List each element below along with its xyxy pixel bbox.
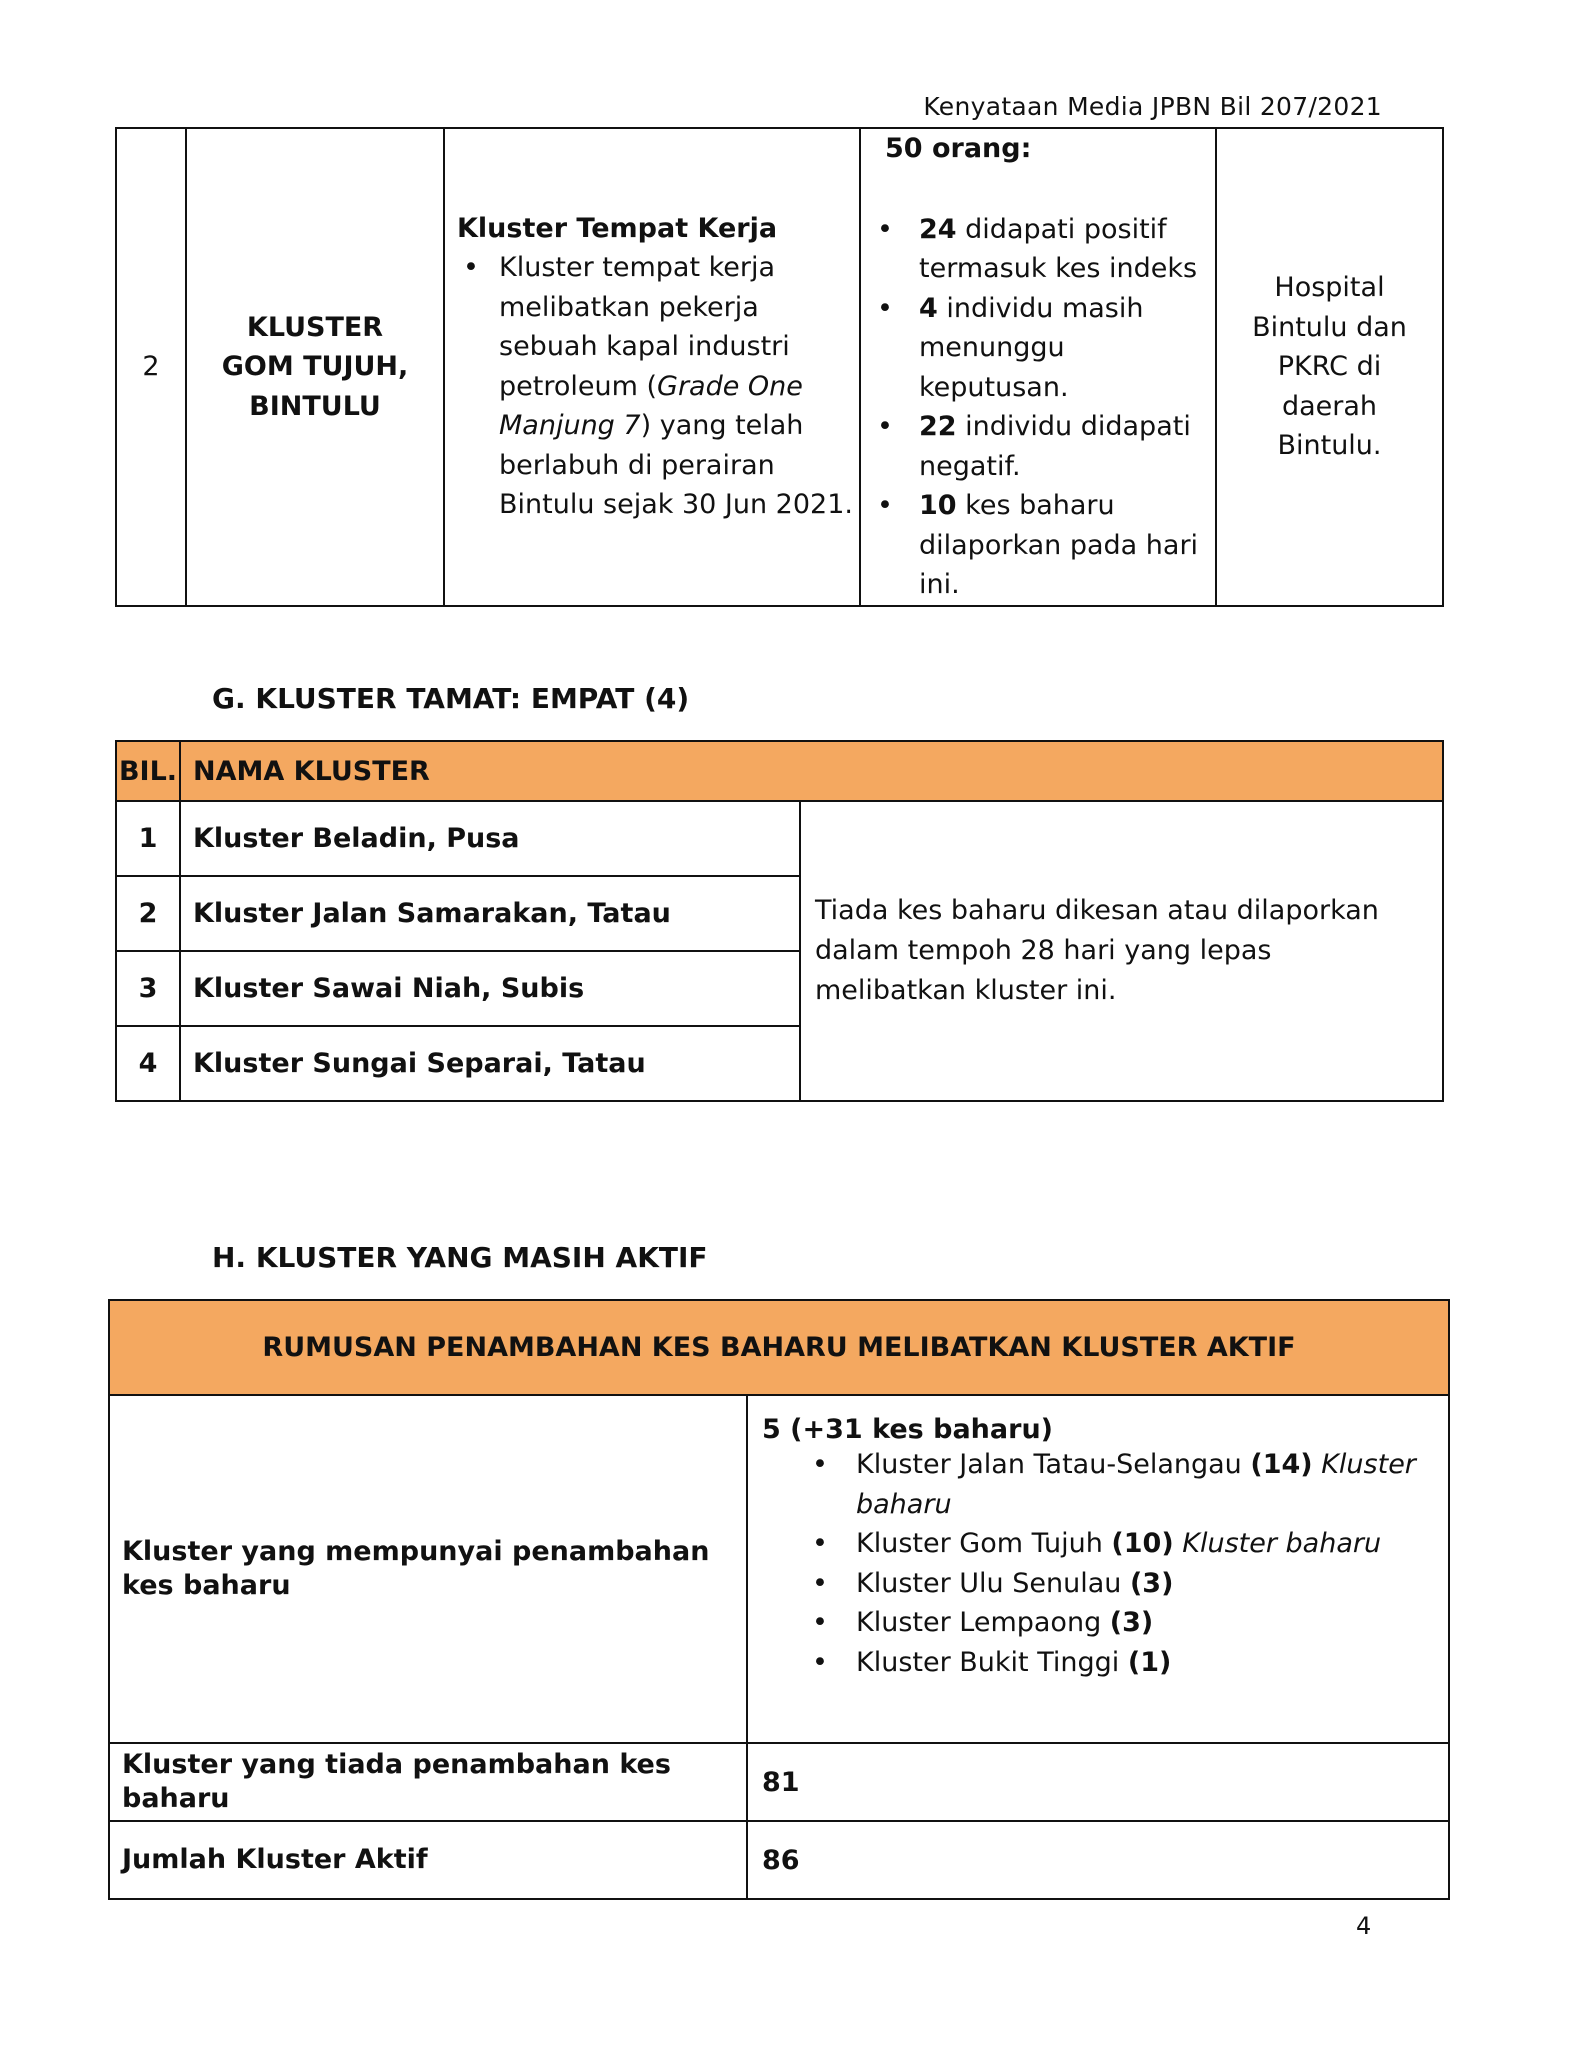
treatment-location: Hospital Bintulu dan PKRC di daerah Bintulu.	[1216, 128, 1443, 606]
table-row	[116, 128, 1443, 606]
screening-count-title: 50 orang:	[885, 133, 1032, 164]
active-clusters-summary-table	[108, 1299, 1450, 1900]
new-cases-cell	[747, 1395, 1449, 1743]
table-header	[109, 1300, 1449, 1395]
stat-text: kes baharu dilaporkan pada hari ini.	[919, 490, 1199, 600]
stat-item	[871, 486, 1215, 605]
case-count: (1)	[1127, 1646, 1172, 1678]
stat-item	[871, 407, 1215, 486]
table-header	[116, 741, 1443, 801]
cluster-tag: Kluster baharu	[856, 1449, 1416, 1520]
cluster-name: Kluster Jalan Samarakan, Tatau	[180, 876, 800, 951]
row-label: Kluster yang mempunyai penambahan kes baharu	[109, 1395, 747, 1743]
row-label: Jumlah Kluster Aktif	[109, 1821, 747, 1899]
list-item	[806, 1445, 1434, 1524]
table-row	[109, 1821, 1449, 1899]
summary-table-title: RUMUSAN PENAMBAHAN KES BAHARU MELIBATKAN KLUSTER AKTIF	[109, 1300, 1449, 1395]
stat-text: individu didapati negatif.	[919, 411, 1191, 482]
cluster-name: Kluster Sawai Niah, Subis	[180, 951, 800, 1026]
list-item	[806, 1643, 1434, 1683]
stat-text: didapati positif termasuk kes indeks	[919, 213, 1198, 284]
case-count: (3)	[1129, 1567, 1174, 1599]
stat-text: individu masih menunggu keputusan.	[919, 292, 1144, 403]
cluster-name: Kluster Jalan Tatau-Selangau	[856, 1449, 1251, 1480]
cluster-name: Kluster Gom Tujuh	[856, 1528, 1112, 1559]
row-value: 86	[747, 1821, 1449, 1899]
case-count: (14)	[1250, 1449, 1313, 1480]
cluster-type-title: Kluster Tempat Kerja	[457, 212, 778, 244]
row-number: 1	[116, 801, 180, 876]
row-value: 81	[747, 1743, 1449, 1821]
cluster-detail-table	[115, 127, 1444, 607]
case-count: (10)	[1111, 1528, 1174, 1559]
row-number: 2	[116, 128, 186, 606]
row-number: 3	[116, 951, 180, 1026]
row-label: Kluster yang tiada penambahan kes baharu	[109, 1743, 747, 1821]
list-item	[806, 1564, 1434, 1604]
page-number: 4	[1356, 1912, 1372, 1940]
stat-item	[871, 289, 1215, 408]
column-header-nama: NAMA KLUSTER	[180, 741, 1443, 801]
cluster-name: Kluster Sungai Separai, Tatau	[180, 1026, 800, 1101]
stat-number: 10	[919, 490, 957, 521]
cluster-tag: Kluster baharu	[1173, 1528, 1382, 1559]
desc-text: Kluster tempat kerja melibatkan pekerja sebuah kapal industri petroleum (	[499, 252, 790, 402]
row-number: 2	[116, 876, 180, 951]
list-item	[806, 1524, 1434, 1564]
cluster-name-line: KLUSTER	[246, 311, 384, 343]
cluster-name: Kluster Beladin, Pusa	[180, 801, 800, 876]
stat-item	[871, 210, 1215, 289]
table-row	[116, 801, 1443, 876]
table-row	[109, 1395, 1449, 1743]
column-header-bil: BIL.	[116, 741, 180, 801]
cluster-name: Kluster Bukit Tinggi	[856, 1646, 1128, 1678]
stat-number: 24	[919, 213, 957, 245]
new-cases-total: 5 (+31 kes baharu)	[762, 1414, 1054, 1445]
cluster-name: Kluster Lempaong	[856, 1607, 1110, 1638]
stat-number: 4	[919, 292, 938, 324]
section-h-title: H. KLUSTER YANG MASIH AKTIF	[212, 1241, 708, 1274]
case-count: (3)	[1109, 1607, 1154, 1638]
table-row	[109, 1743, 1449, 1821]
cluster-name	[186, 128, 444, 606]
document-reference: Kenyataan Media JPBN Bil 207/2021	[923, 92, 1382, 121]
cluster-name-line: BINTULU	[249, 390, 381, 422]
cluster-description	[457, 248, 859, 525]
cluster-name-line: GOM TUJUH,	[221, 351, 409, 382]
section-g-title: G. KLUSTER TAMAT: EMPAT (4)	[212, 682, 690, 715]
vessel-name: Grade One Manjung 7	[499, 370, 803, 442]
screening-stats-cell	[860, 128, 1216, 606]
desc-text: ) yang telah berlabuh di perairan Bintulu sejak 30 Jun 2021.	[499, 410, 853, 521]
ended-clusters-table	[115, 740, 1444, 1102]
list-item	[806, 1603, 1434, 1643]
ended-clusters-note: Tiada kes baharu dikesan atau dilaporkan dalam tempoh 28 hari yang lepas melibatkan kluster ini.	[800, 801, 1443, 1101]
cluster-description-cell	[444, 128, 860, 606]
cluster-name: Kluster Ulu Senulau	[856, 1567, 1130, 1599]
stat-number: 22	[919, 411, 957, 442]
row-number: 4	[116, 1026, 180, 1101]
